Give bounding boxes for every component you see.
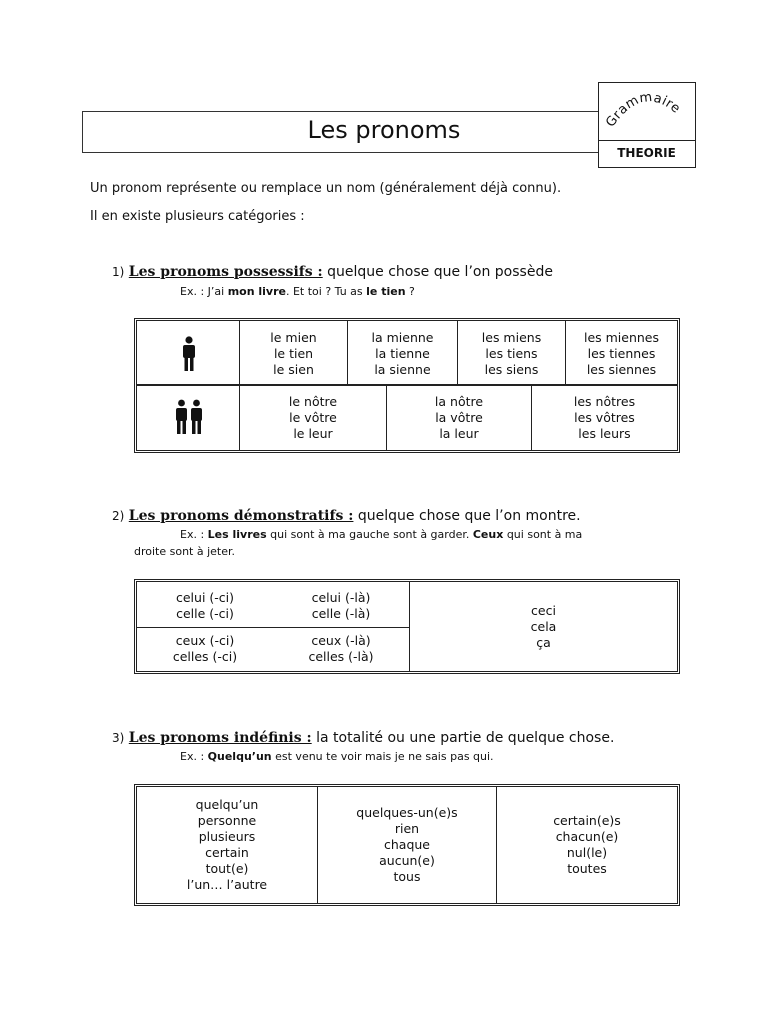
example-text: qui sont à ma bbox=[503, 528, 583, 541]
section-description: quelque chose que l’on montre. bbox=[353, 508, 581, 524]
pronoun: les leurs bbox=[578, 426, 631, 441]
example-text: est venu te voir mais je ne sais pas qui. bbox=[271, 750, 494, 763]
two-persons-icon bbox=[174, 399, 204, 435]
indefinite-cell bbox=[497, 813, 677, 877]
example-text: . Et toi ? Tu as bbox=[285, 285, 367, 298]
section-description: la totalité ou une partie de quelque chose. bbox=[311, 730, 615, 746]
badge-subject-label bbox=[598, 82, 695, 140]
pronoun: le nôtre bbox=[288, 394, 338, 409]
section-indefinite-heading bbox=[112, 730, 614, 746]
badge-theorie-label: THEORIE bbox=[617, 146, 676, 160]
section-possessive-heading bbox=[112, 264, 553, 280]
example-text: Ex. : bbox=[180, 750, 208, 763]
possessive-singular-cell bbox=[348, 330, 457, 378]
example-bold: le tien bbox=[366, 285, 406, 298]
pronoun: certain(e)s bbox=[553, 813, 621, 828]
pronoun: certain bbox=[205, 845, 249, 860]
section-demonstrative-example-line2: droite sont à jeter. bbox=[134, 545, 236, 558]
pronoun: les miens bbox=[481, 330, 542, 345]
possessive-singular-cell bbox=[566, 330, 677, 378]
indefinite-cell bbox=[318, 805, 496, 885]
pronoun: chaque bbox=[383, 837, 430, 852]
possessive-plural-cell bbox=[240, 394, 386, 442]
possessive-singular-cell bbox=[240, 330, 347, 378]
pronoun: l’un… l’autre bbox=[186, 877, 268, 892]
section-indefinite-example bbox=[180, 750, 494, 763]
pronoun: le mien bbox=[270, 330, 317, 345]
pronoun: cela bbox=[530, 619, 557, 634]
table-divider bbox=[137, 627, 409, 628]
example-bold: Ceux bbox=[472, 528, 504, 541]
possessive-plural-cell bbox=[387, 394, 531, 442]
intro-line-2: Il en existe plusieurs catégories : bbox=[90, 209, 305, 224]
pronoun: quelques-un(e)s bbox=[356, 805, 458, 820]
pronoun: nul(le) bbox=[566, 845, 608, 860]
pronoun: tous bbox=[393, 869, 421, 884]
pronoun: quelqu’un bbox=[195, 797, 259, 812]
table-divider bbox=[137, 384, 677, 386]
single-person-icon bbox=[180, 336, 198, 372]
pronoun: la tienne bbox=[375, 346, 430, 361]
section-number: 3) bbox=[112, 731, 125, 745]
pronoun: tout(e) bbox=[205, 861, 249, 876]
intro-line-1: Un pronom représente ou remplace un nom (généralement déjà connu). bbox=[90, 181, 562, 196]
pronoun: les miennes bbox=[583, 330, 660, 345]
possessive-plural-cell bbox=[532, 394, 677, 442]
pronoun: ceux (-ci) bbox=[175, 633, 235, 648]
badge-divider bbox=[598, 140, 695, 141]
pronoun: le leur bbox=[293, 426, 333, 441]
section-title: Les pronoms démonstratifs : bbox=[128, 508, 354, 524]
pronoun: les siennes bbox=[586, 362, 657, 377]
pronoun: les tiens bbox=[485, 346, 538, 361]
example-bold: mon livre bbox=[227, 285, 286, 298]
demonstrative-cell bbox=[137, 633, 273, 665]
pronoun: plusieurs bbox=[198, 829, 256, 844]
example-text: qui sont à ma gauche sont à garder. bbox=[266, 528, 473, 541]
pronoun: celui (-là) bbox=[311, 590, 371, 605]
pronoun: celle (-ci) bbox=[176, 606, 234, 621]
badge-subject-text: Grammaire bbox=[603, 89, 684, 131]
section-title: Les pronoms possessifs : bbox=[128, 264, 323, 280]
pronoun: rien bbox=[394, 821, 420, 836]
pronoun: les vôtres bbox=[574, 410, 635, 425]
pronoun: la leur bbox=[439, 426, 479, 441]
example-bold: Quelqu’un bbox=[207, 750, 272, 763]
pronoun: personne bbox=[197, 813, 257, 828]
pronoun: les nôtres bbox=[573, 394, 636, 409]
pronoun: chacun(e) bbox=[555, 829, 619, 844]
page-title: Les pronoms bbox=[307, 116, 461, 144]
pronoun: ça bbox=[536, 635, 551, 650]
section-possessive-example bbox=[180, 285, 415, 298]
demonstrative-cell bbox=[273, 590, 409, 622]
pronoun: les tiennes bbox=[587, 346, 656, 361]
pronoun: aucun(e) bbox=[379, 853, 435, 868]
section-demonstrative-heading bbox=[112, 508, 581, 524]
pronoun: celles (-là) bbox=[308, 649, 374, 664]
pronoun: toutes bbox=[567, 861, 607, 876]
pronoun: la mienne bbox=[371, 330, 434, 345]
pronoun: ceci bbox=[531, 603, 556, 618]
svg-text:Grammaire bbox=[603, 90, 683, 130]
example-text: Ex. : J’ai bbox=[180, 285, 228, 298]
pronoun: celle (-là) bbox=[311, 606, 371, 621]
demonstrative-neutral-cell bbox=[410, 603, 677, 651]
pronoun: la sienne bbox=[374, 362, 431, 377]
section-description: quelque chose que l’on possède bbox=[322, 264, 553, 280]
pronoun: ceux (-là) bbox=[311, 633, 371, 648]
example-bold: Les livres bbox=[207, 528, 267, 541]
demonstrative-cell bbox=[137, 590, 273, 622]
section-title: Les pronoms indéfinis : bbox=[128, 730, 312, 746]
section-number: 1) bbox=[112, 265, 125, 279]
pronoun: le tien bbox=[273, 346, 314, 361]
pronoun: le vôtre bbox=[289, 410, 337, 425]
section-number: 2) bbox=[112, 509, 125, 523]
possessive-singular-cell bbox=[458, 330, 565, 378]
pronoun: celles (-ci) bbox=[172, 649, 238, 664]
pronoun: les siens bbox=[484, 362, 539, 377]
pronoun: la nôtre bbox=[434, 394, 484, 409]
example-text: ? bbox=[405, 285, 415, 298]
section-demonstrative-example bbox=[180, 528, 582, 541]
example-text: Ex. : bbox=[180, 528, 208, 541]
indefinite-cell bbox=[137, 797, 317, 893]
pronoun: le sien bbox=[273, 362, 314, 377]
demonstrative-cell bbox=[273, 633, 409, 665]
pronoun: celui (-ci) bbox=[175, 590, 234, 605]
pronoun: la vôtre bbox=[435, 410, 483, 425]
